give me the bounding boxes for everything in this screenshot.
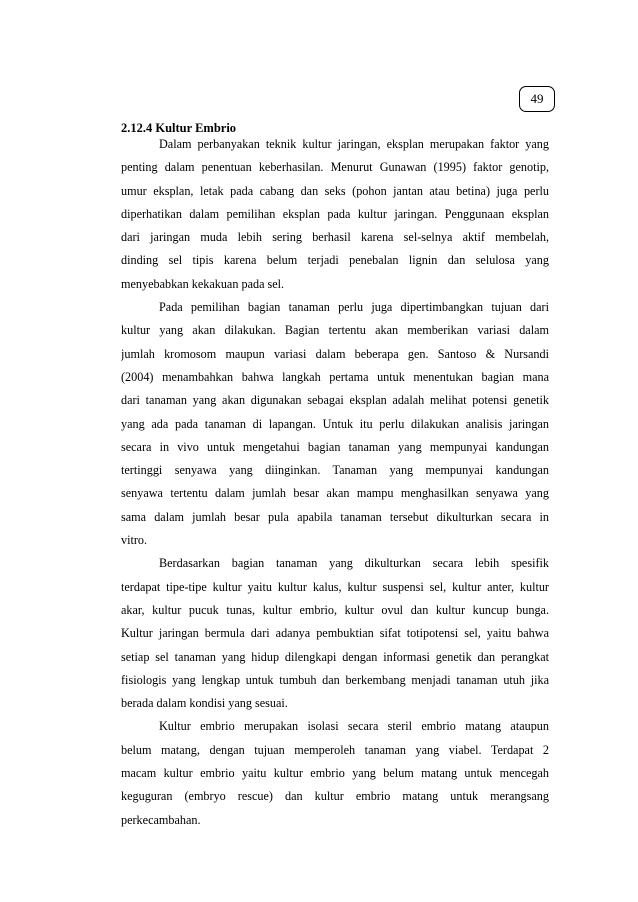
paragraph-line: berada dalam kondisi yang sesuai. xyxy=(121,696,288,711)
paragraph-line: fisiologis yang lengkap untuk tumbuh dan berkembang menjadi tanaman utuh jika xyxy=(121,672,549,687)
paragraph-line: perkecambahan. xyxy=(121,812,201,827)
paragraph-line: yang ada pada tanaman di lapangan. Untuk itu perlu dilakukan analisis jaringan xyxy=(121,416,549,431)
paragraph-line: vitro. xyxy=(121,533,148,548)
paragraph-line: (2004) menambahkan bahwa langkah pertama untuk menentukan bagian mana xyxy=(121,369,549,384)
paragraph-line: keguguran (embryo rescue) dan kultur embrio matang untuk merangsang xyxy=(121,789,549,804)
paragraph-line: Dalam perbanyakan teknik kultur jaringan, eksplan merupakan faktor yang xyxy=(159,137,549,151)
paragraph-line: dari jaringan muda lebih sering berhasil karena sel-selnya aktif membelah, xyxy=(121,230,549,245)
paragraph-line: umur eksplan, letak pada cabang dan seks (pohon jantan atau betina) juga perlu xyxy=(121,183,549,198)
paragraph-line: tertinggi senyawa yang diinginkan. Tanaman yang mempunyai kandungan xyxy=(121,463,549,478)
paragraph-line: Berdasarkan bagian tanaman yang dikulturkan secara lebih spesifik xyxy=(159,556,549,571)
paragraph-line: jumlah kromosom maupun variasi dalam beberapa gen. Santoso & Nursandi xyxy=(121,346,549,361)
paragraph-line: Kultur jaringan bermula dari adanya pembuktian sifat totipotensi sel, yaitu bahwa xyxy=(121,626,549,641)
paragraph-line: menyebabkan kekakuan pada sel. xyxy=(121,276,285,291)
paragraph-line: penting dalam penentuan keberhasilan. Menurut Gunawan (1995) faktor genotip, xyxy=(121,160,549,175)
paragraph-line: Kultur embrio merupakan isolasi secara steril embrio matang ataupun xyxy=(159,719,549,734)
paragraph-line: setiap sel tanaman yang hidup dilengkapi dengan informasi genetik dan perangkat xyxy=(121,649,549,664)
paragraph-line: akar, kultur pucuk tunas, kultur embrio, kultur ovul dan kultur kuncup bunga. xyxy=(121,602,549,617)
section-heading: 2.12.4 Kultur Embrio xyxy=(121,121,237,135)
paragraph-line: sama dalam jumlah besar pula apabila tanaman tersebut dikulturkan secara in xyxy=(121,509,549,524)
paragraph-line: Pada pemilihan bagian tanaman perlu juga dipertimbangkan tujuan dari xyxy=(159,300,549,315)
paragraph-line: terdapat tipe-tipe kultur yaitu kultur kalus, kultur suspensi sel, kultur anter, kultur xyxy=(121,579,549,594)
body-text xyxy=(121,133,549,832)
paragraph-line: belum matang, dengan tujuan memperoleh tanaman yang viabel. Terdapat 2 xyxy=(121,742,549,757)
paragraph-line: dinding sel tipis karena belum terjadi penebalan lignin dan selulosa yang xyxy=(121,253,549,268)
paragraph-line: kultur yang akan dilakukan. Bagian tertentu akan memberikan variasi dalam xyxy=(121,323,549,338)
paragraph-line: macam kultur embrio yaitu kultur embrio yang belum matang untuk mencegah xyxy=(121,766,549,781)
paragraph-line: diperhatikan dalam pemilihan eksplan pada kultur jaringan. Penggunaan eksplan xyxy=(121,206,549,221)
paragraph-line: dari tanaman yang akan digunakan sebagai eksplan adalah melihat potensi genetik xyxy=(121,393,549,408)
page-number: 49 xyxy=(519,86,555,112)
paragraph-line: senyawa tertentu dalam jumlah besar akan mampu menghasilkan senyawa yang xyxy=(121,486,549,501)
paragraph-line: secara in vivo untuk mengetahui bagian tanaman yang mempunyai kandungan xyxy=(121,439,549,454)
